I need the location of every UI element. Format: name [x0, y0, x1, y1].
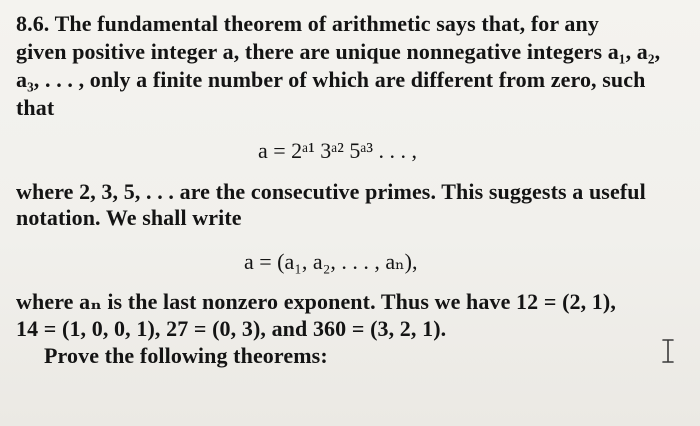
equation-prime-factorization: a = 2ᵃ¹ 3ᵃ² 5ᵃ³ . . . ,: [258, 138, 418, 163]
problem-line-1: 8.6. The fundamental theorem of arithmetic says that, for any: [16, 11, 599, 36]
problem-line-8: 14 = (1, 0, 0, 1), 27 = (0, 3), and 360 = (3, 2, 1).: [16, 316, 447, 341]
problem-line-7: where aₙ is the last nonzero exponent. Thus we have 12 = (2, 1),: [16, 289, 616, 314]
i-beam-cursor-icon: [661, 338, 675, 364]
problem-line-6: notation. We shall write: [16, 205, 242, 230]
problem-line-4: that: [16, 95, 55, 120]
problem-line-3: a₃, . . . , only a finite number of which are different from zero, such: [16, 67, 646, 92]
equation-exponent-notation: a = (a₁, a₂, . . . , aₙ),: [244, 249, 418, 274]
problem-line-5: where 2, 3, 5, . . . are the consecutive primes. This suggests a useful: [16, 179, 646, 204]
problem-line-2: given positive integer a, there are unique nonnegative integers a₁, a₂,: [16, 39, 661, 64]
problem-line-9: Prove the following theorems:: [44, 343, 328, 368]
